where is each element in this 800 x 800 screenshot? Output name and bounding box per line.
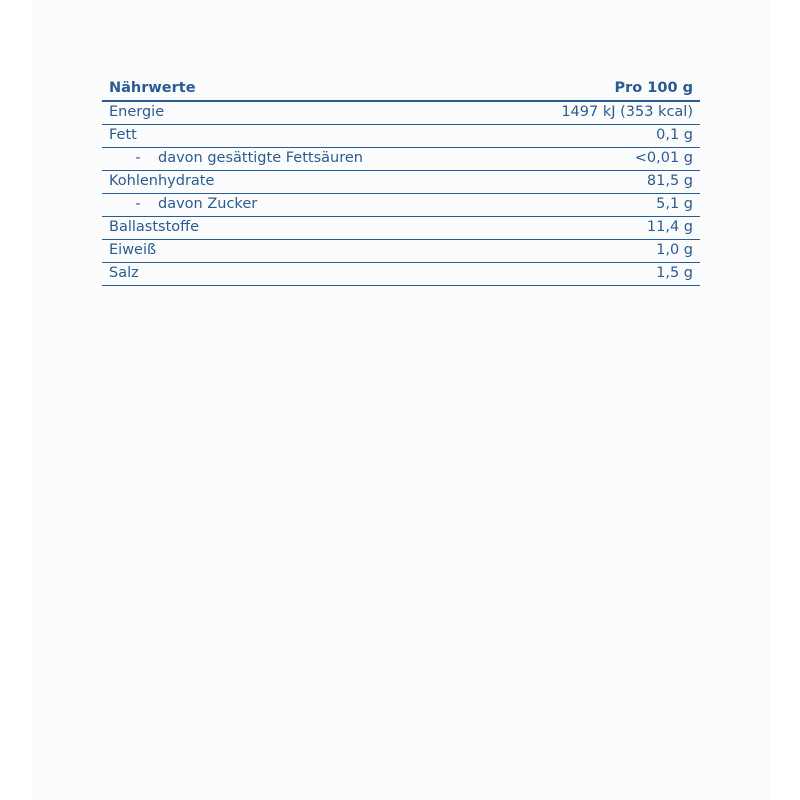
row-label: Salz: [102, 263, 489, 286]
table-row: [102, 125, 700, 148]
row-value: 1,5 g: [489, 263, 700, 286]
table-row: [102, 217, 700, 240]
header-label: Nährwerte: [102, 77, 489, 101]
row-value: 81,5 g: [489, 171, 700, 194]
row-label: Eiweiß: [102, 240, 489, 263]
table-row-sub: [102, 148, 700, 171]
row-label: Ballaststoffe: [102, 217, 489, 240]
table-row: [102, 263, 700, 286]
sub-marker: -: [135, 150, 141, 166]
row-value: 1497 kJ (353 kcal): [489, 101, 700, 125]
row-label: Energie: [102, 101, 489, 125]
page-margin-left: [0, 0, 32, 800]
sub-marker: -: [135, 196, 141, 212]
row-label: davon Zucker: [158, 196, 258, 212]
table-row-sub: [102, 194, 700, 217]
row-label-cell: [102, 148, 489, 171]
row-label: Fett: [102, 125, 489, 148]
row-value: 1,0 g: [489, 240, 700, 263]
row-value: 0,1 g: [489, 125, 700, 148]
row-label-cell: [102, 194, 489, 217]
header-value: Pro 100 g: [489, 77, 700, 101]
row-label: Kohlenhydrate: [102, 171, 489, 194]
table-row: [102, 101, 700, 125]
row-value: 11,4 g: [489, 217, 700, 240]
nutrition-table: [102, 77, 700, 286]
table-header-row: [102, 77, 700, 101]
row-value: 5,1 g: [489, 194, 700, 217]
table-row: [102, 240, 700, 263]
page-margin-right: [770, 0, 800, 800]
row-label: davon gesättigte Fettsäuren: [158, 150, 363, 166]
table-row: [102, 171, 700, 194]
row-value: <0,01 g: [489, 148, 700, 171]
